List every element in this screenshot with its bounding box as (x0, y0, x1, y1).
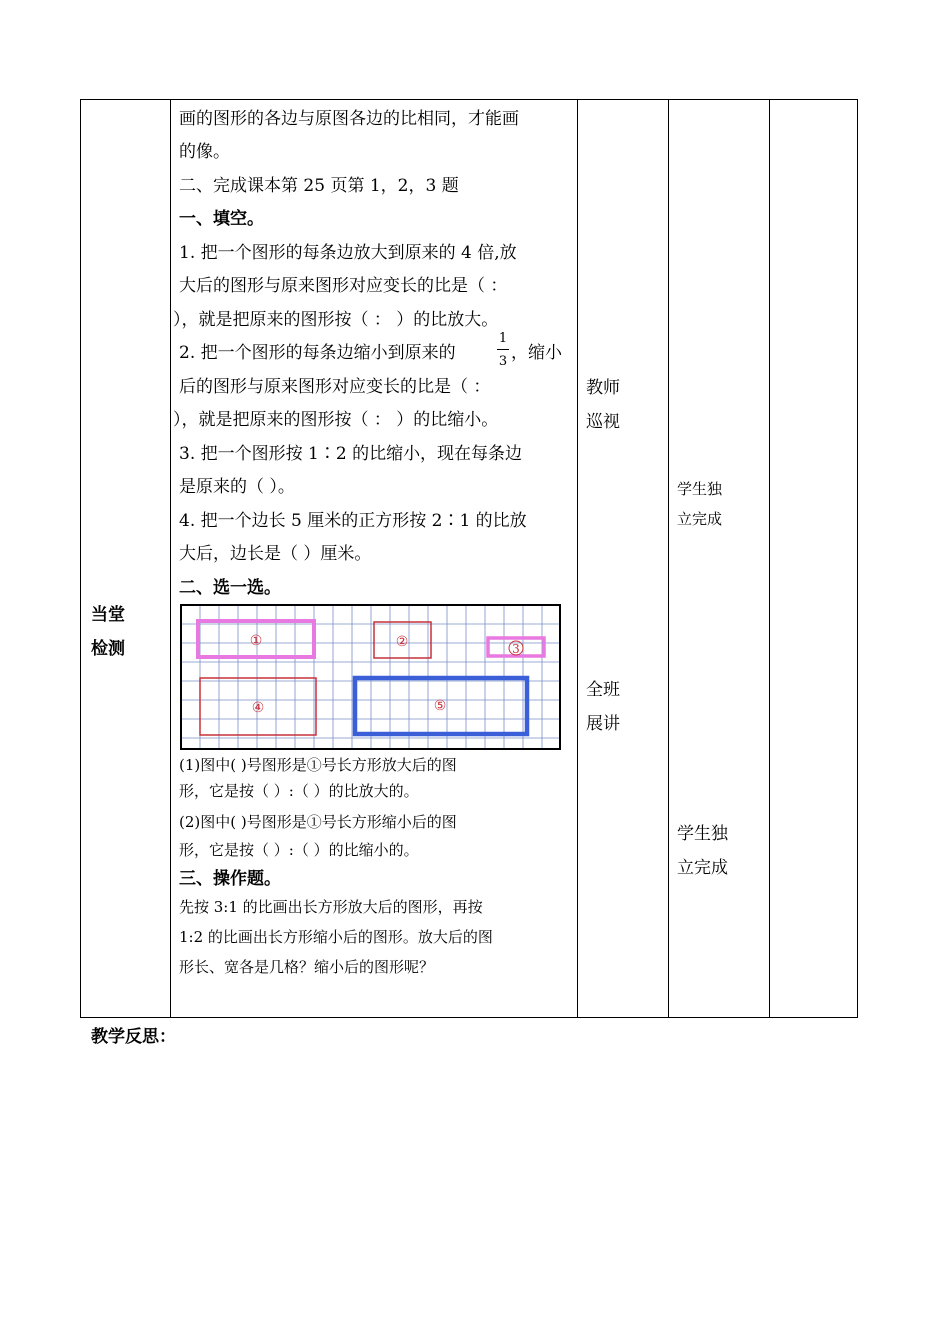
shape-2-label: ② (395, 634, 409, 650)
student-activity-line: 学生独 (677, 824, 728, 844)
question-3-line: 3. 把一个图形按 1∶2 的比缩小，现在每条边 (179, 444, 523, 464)
row-label-line: 当堂 (91, 605, 125, 625)
section-title-fill: 一、填空。 (179, 209, 264, 229)
question-1-line: 大后的图形与原来图形对应变长的比是（ ： (179, 276, 508, 296)
content-line: 二、完成课本第 25 页第 1，2，3 题 (179, 176, 459, 196)
shape-1-label: ① (249, 633, 263, 649)
question-4-line: 大后，边长是（ ）厘米。 (179, 544, 372, 564)
teaching-reflection-label: 教学反思： (91, 1027, 176, 1047)
column-divider (668, 100, 669, 1017)
question-2-line: ，缩小 (511, 343, 562, 363)
operate-line: 1:2 的比画出长方形缩小后的图形。放大后的图 (179, 928, 493, 946)
content-line: 画的图形的各边与原图各边的比相同，才能画 (179, 109, 519, 129)
question-1-line: ），就是把原来的图形按（ ： ）的比放大。 (173, 310, 499, 330)
fraction-numerator: 1 (498, 331, 508, 346)
fraction-denominator: 3 (498, 354, 508, 369)
student-activity-line: 学生独 (677, 480, 723, 498)
teacher-activity-1 (586, 371, 620, 439)
grid-figure (180, 604, 561, 750)
column-divider (577, 100, 578, 1017)
question-2-line: ），就是把原来的图形按（ ： ）的比缩小。 (173, 410, 499, 430)
section-title-choose: 二、选一选。 (179, 578, 281, 598)
teacher-activity-line: 教师 (586, 378, 620, 398)
question-3-line: 是原来的（ ）。 (179, 477, 295, 497)
column-divider (769, 100, 770, 1017)
shape-4-label: ④ (251, 700, 265, 716)
question-2-line: 2. 把一个图形的每条边缩小到原来的 (179, 343, 456, 363)
choose-line: (1)图中( )号图形是①号长方形放大后的图 (179, 756, 457, 774)
question-2-line: 后的图形与原来图形对应变长的比是（ ： (179, 377, 491, 397)
shape-5-label: ⑤ (433, 698, 447, 714)
operate-line: 形长、宽各是几格？缩小后的图形呢？ (179, 958, 435, 976)
student-activity-line: 立完成 (677, 858, 728, 878)
question-4-line: 4. 把一个边长 5 厘米的正方形按 2∶1 的比放 (179, 511, 527, 531)
shape-3-label: 3 (512, 642, 520, 656)
teacher-activity-line: 展讲 (586, 714, 620, 734)
section-title-operate: 三、操作题。 (179, 869, 281, 889)
row-label (91, 598, 125, 666)
student-activity-line: 立完成 (677, 510, 723, 528)
row-label-line: 检测 (91, 639, 125, 659)
choose-line: 形，它是按（ ）:（ ）的比放大的。 (179, 782, 419, 800)
column-divider (170, 100, 171, 1017)
choose-line: 形，它是按（ ）:（ ）的比缩小的。 (179, 841, 419, 859)
fraction-bar (497, 349, 509, 350)
teacher-activity-line: 全班 (586, 680, 620, 700)
operate-line: 先按 3:1 的比画出长方形放大后的图形，再按 (179, 898, 483, 916)
question-1-line: 1. 把一个图形的每条边放大到原来的 4 倍,放 (179, 243, 517, 263)
student-activity-1 (677, 474, 722, 534)
student-activity-2 (677, 817, 728, 885)
teacher-activity-2 (586, 673, 620, 741)
teacher-activity-line: 巡视 (586, 412, 620, 432)
content-line: 的像。 (179, 142, 230, 162)
choose-line: (2)图中( )号图形是①号长方形缩小后的图 (179, 813, 457, 831)
